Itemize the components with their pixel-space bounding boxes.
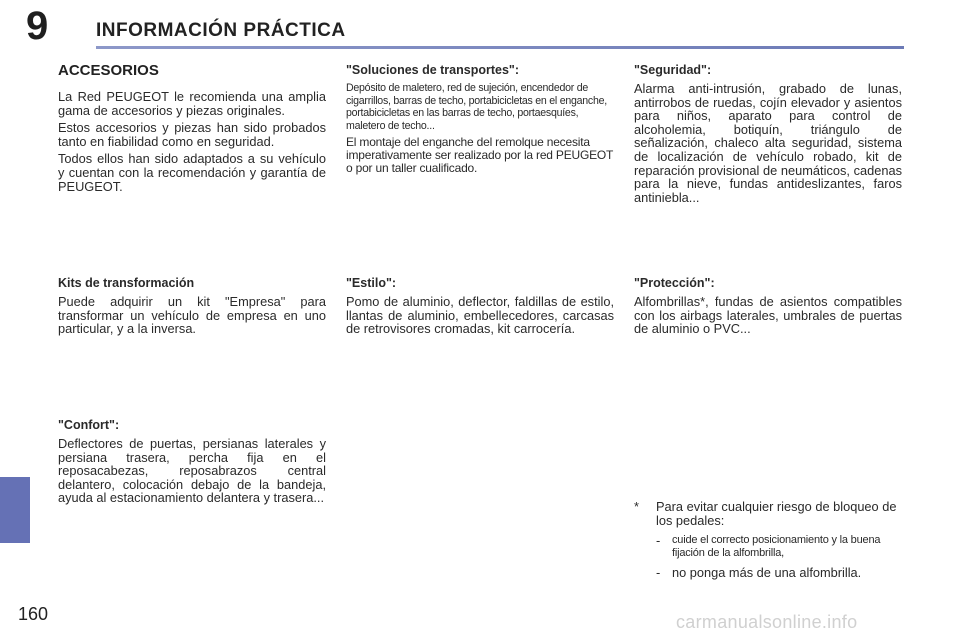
section-title: ACCESORIOS [58,62,159,79]
kits-block [58,276,326,340]
header-divider [96,46,904,49]
seguridad-heading: "Seguridad": [634,63,712,77]
footnote-text: Para evitar cualquier riesgo de bloqueo de los pedales: [656,499,897,528]
footnote-dash: - [656,533,661,548]
confort-heading: "Confort": [58,418,120,432]
seguridad-text: Alarma anti-intrusión, grabado de lunas, antirrobos de ruedas, cojín elevador y asientos para niños, aparato para control de alcoholemia, botiquín, triángulo de señalización, chaleco alta seguridad, sistema de localización de vehículo robado, kit de reparación provisional de neumáticos, cadenas para la nieve, fundas antideslizantes, faros antiniebla... [634,81,902,205]
page-number: 160 [18,604,49,624]
estilo-block [346,276,614,340]
transportes-heading: "Soluciones de transportes": [346,63,519,77]
footnote [634,500,906,580]
kits-text: Puede adquirir un kit "Empresa" para transformar un vehículo de empresa en uno particular, y a la inversa. [58,294,326,337]
intro-paragraph-3: Todos ellos han sido adaptados a su vehículo y cuentan con la recomendación y garantía de PEUGEOT. [58,151,326,194]
chapter-title: INFORMACIÓN PRÁCTICA [96,20,346,41]
chapter-side-tab [0,477,30,543]
confort-text: Deflectores de puertas, persianas laterales y persiana trasera, percha fija en el reposacabezas, reposabrazos central delantero, colocación debajo de la bandeja, ayuda al estacionamiento delantera y trasera... [58,436,326,506]
proteccion-heading: "Protección": [634,276,715,290]
footnote-asterisk: * [634,499,639,514]
watermark: carmanualsonline.info [676,612,858,632]
footnote-item-1: cuide el correcto posicionamiento y la buena fijación de la alfombrilla, [672,534,881,559]
seguridad-block [634,63,902,208]
proteccion-block [634,276,902,340]
chapter-number: 9 [26,4,49,48]
intro-block [58,90,326,197]
proteccion-text: Alfombrillas*, fundas de asientos compatibles con los airbags laterales, umbrales de puertas de aluminio o PVC... [634,294,902,337]
transportes-text-1: Depósito de maletero, red de sujeción, encendedor de cigarrillos, barras de techo, portabicicletas en el enganche, portabicicletas en las barras de techo, portaesquíes, maletero de techo... [346,82,607,132]
intro-paragraph-2: Estos accesorios y piezas han sido probados tanto en fiabilidad como en seguridad. [58,120,326,149]
kits-heading: Kits de transformación [58,276,195,290]
estilo-heading: "Estilo": [346,276,397,290]
intro-paragraph-1: La Red PEUGEOT le recomienda una amplia gama de accesorios y piezas originales. [58,89,326,118]
transportes-text-2: El montaje del enganche del remolque necesita imperativamente ser realizado por la red PEUGEOT o por un taller cualificado. [346,135,613,176]
footnote-dash: - [656,565,661,580]
estilo-text: Pomo de aluminio, deflector, faldillas de estilo, llantas de aluminio, embellecedores, carcasas de retrovisores cromadas, kit carrocería. [346,294,614,337]
confort-block [58,418,326,509]
footnote-item-2: no ponga más de una alfombrilla. [672,565,862,580]
transportes-block [346,63,614,179]
